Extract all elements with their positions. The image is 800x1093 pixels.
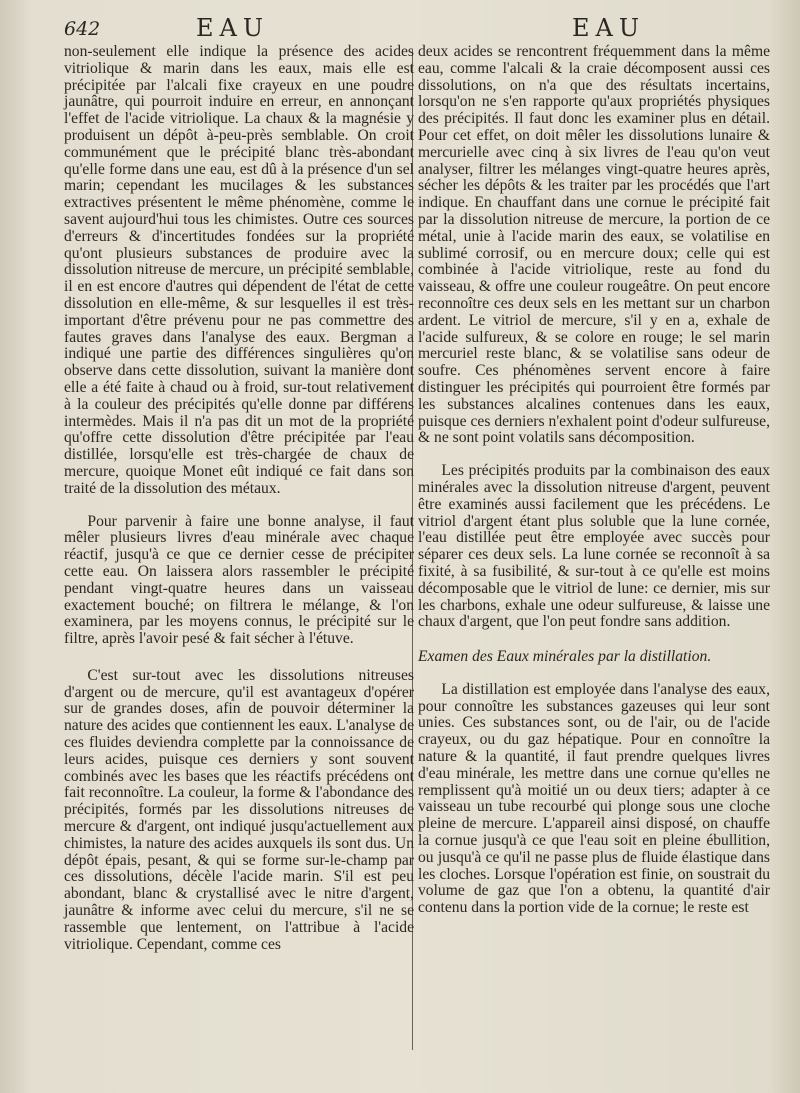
running-head-right: EAU: [572, 14, 646, 42]
running-head-left: EAU: [196, 14, 270, 42]
section-title: Examen des Eaux minérales par la distillation.: [418, 648, 712, 666]
paragraph: deux acides se rencontrent fréquemment dans la même eau, comme l'alcali & la craie décomposent aussi ces dissolutions, on n'a que des résultats incertains, lorsqu'on ne s'en rapporte qu'aux propriétés physiques des précipités. Il faut donc les examiner plus en détail. Pour cet effet, on doit mêler les dissolutions lunaire & mercurielle avec cinq à six livres de l'eau qu'on veut analyser, filtrer les mélanges vingt-quatre heures après, sécher les dépôts & les traiter par les procédés que l'art indique. En chauffant dans une cornue le précipité fait par la dissolution nitreuse de mercure, la portion de ce métal, unie à l'acide marin des eaux, se volatilise en sublimé corrosif, ou en mercure doux; celle qui est combinée à l'acide vitriolique, reste au fond du vaisseau, & offre une couleur rougeâtre. On peut encore reconnoître ces deux sels en les mettant sur un charbon ardent. Le vitriol de mercure, s'il y en a, exhale de l'acide sulfureux, & se colore en rouge; le sel marin mercuriel reste blanc, & se volatilise sans odeur de soufre. Ces phénomènes servent encore à faire distinguer les précipités qui pourroient être formés par les substances alcalines contenues dans les eaux, puisque ces derniers n'exhalent point d'odeur sulfureuse, & ne sont point volatils sans décomposition.: [418, 43, 770, 447]
right-column: [418, 44, 770, 917]
paragraph: La distillation est employée dans l'analyse des eaux, pour connoître les substances gazeuses qui leur sont unies. Ces substances sont, ou de l'air, ou de l'acide crayeux, ou du gaz hépatique. Pour en connoître la nature & la quantité, il faut prendre quelques livres d'eau minérale, les mettre dans une cornue qu'elles ne remplissent qu'à moitié un ou deux tiers; adapter à ce vaisseau un tube recourbé qui plonge sous une cloche pleine de mercure. L'appareil ainsi disposé, on chauffe la cornue jusqu'à ce que l'eau soit en pleine ébullition, ou jusqu'à ce qu'il ne passe plus de fluide élastique dans les cloches. Lorsque l'opération est finie, on soustrait du volume de gaz que l'on a obtenu, la quantité d'air contenu dans la portion vide de la cornue; le reste est: [418, 680, 770, 917]
left-column: [64, 44, 414, 953]
paragraph: Les précipités produits par la combinaison des eaux minérales avec la dissolution nitreuse d'argent, peuvent être examinés aussi facilement que les précédens. Le vitriol d'argent étant plus soluble que la lune cornée, l'eau distillée peut être employée avec succès pour séparer ces deux sels. La lune cornée se reconnoît à sa fixité, à sa fusibilité, & sur-tout à ce qu'elle est moins décomposable que le vitriol de lune: ce dernier, mis sur les charbons, exhale une odeur sulfureuse, & laisse une chaux d'argent, que l'on peut fondre sans addition.: [418, 462, 770, 631]
paragraph: Pour parvenir à faire une bonne analyse, il faut mêler plusieurs livres d'eau minérale avec chaque réactif, jusqu'à ce que ce dernier cesse de précipiter cette eau. On laissera alors rassembler le précipité pendant vingt-quatre heures dans un vaisseau exactement bouché; on filtrera le mélange, & l'on examinera, par les moyens connus, le précipité sur le filtre, après l'avoir pesé & fait sécher à l'étuve.: [64, 512, 414, 648]
paragraph: non-seulement elle indique la présence des acides vitriolique & marin dans les eaux, mais elle est précipitée par l'alcali fixe crayeux en une poudre jaunâtre, qui pourroit induire en erreur, en annonçant l'effet de l'acide vitriolique. La chaux & la magnésie y produisent un dépôt à-peu-près semblable. On croit communément que le précipité blanc très-abondant qu'elle forme dans une eau, est dû à la présence d'un sel marin; cependant les mucilages & les substances extractives présentent le même phénomène, comme le savent aujourd'hui tous les chimistes. Outre ces sources d'erreurs & d'incertitudes fondées sur la propriété qu'ont plusieurs substances de produire avec la dissolution nitreuse de mercure, un précipité semblable, il en est encore d'autres qui dépendent de l'état de cette dissolution en elle-même, & sur lesquelles il est très-important d'être prévenu pour ne pas commettre des fautes graves dans l'analyse des eaux. Bergman a indiqué une partie des différences singulières qu'on observe dans cette dissolution, suivant la manière dont elle a été faite à chaud ou à froid, sur-tout relativement à la couleur des précipités qu'elle donne par différens intermèdes. Mais il n'a pas dit un mot de la propriété qu'offre cette dissolution d'être précipitée par l'eau distillée, lorsqu'elle est très-chargée de chaux de mercure, quoique Monet eût indiqué ce fait dans son traité de la dissolution des métaux.: [64, 43, 414, 497]
page-number: 642: [64, 18, 101, 40]
page-header: [60, 14, 770, 44]
paragraph: C'est sur-tout avec les dissolutions nitreuses d'argent ou de mercure, qu'il est avantageux d'opérer sur de grandes doses, afin de pouvoir déterminer la nature des acides que contiennent les eaux. L'analyse de ces fluides deviendra complette par la connoissance de leurs acides, puisque ces derniers y sont souvent combinés avec les bases que les réactifs précédens ont fait reconnoître. La couleur, la forme & l'abondance des précipités, formés par les dissolutions nitreuses de mercure & d'argent, ont indiqué jusqu'actuellement aux chimistes, la nature des acides auxquels ils sont dus. Un dépôt épais, pesant, & qui se forme sur-le-champ par ces dissolutions, décèle l'acide marin. S'il est peu abondant, blanc & crystallisé avec le nitre d'argent, jaunâtre & informe avec celui du mercure, s'il ne se rassemble que lentement, on l'attribue à l'acide vitriolique. Cependant, comme ces: [64, 666, 414, 953]
